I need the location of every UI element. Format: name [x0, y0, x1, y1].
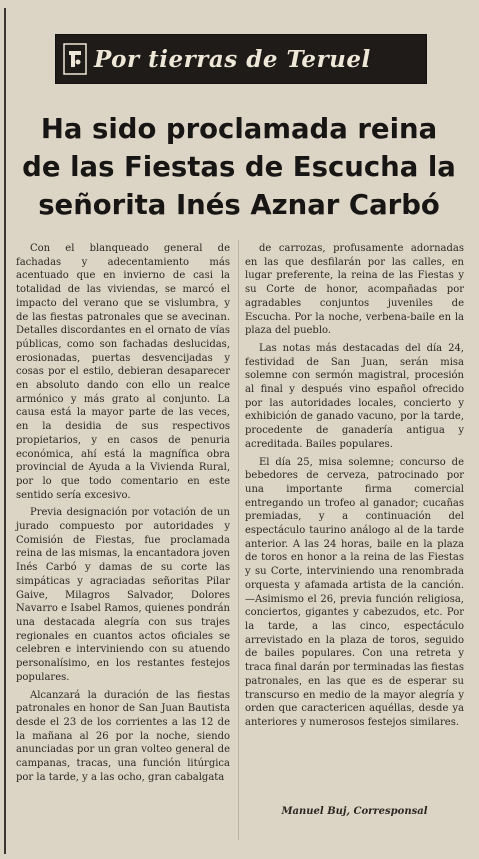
article-headline: [8, 110, 470, 224]
headline-line-1: Ha sido proclamada reina: [40, 113, 438, 145]
column-rule: [4, 8, 6, 854]
headline-line-3: señorita Inés Aznar Carbó: [38, 189, 440, 221]
headline-line-2: de las Fiestas de Escucha la: [22, 151, 456, 183]
paragraph: de carrozas, profusamente adornadas en las que desfilarán por las calles, en lugar preferente, la reina de las Fiestas y su Corte de honor, acompañadas por agradables conjuntos juveniles de Escucha. Por la noche, verbena-baile en la plaza del pueblo.: [245, 243, 464, 337]
section-title: Por tierras de Teruel: [94, 45, 371, 73]
section-header-banner: [55, 34, 427, 84]
paragraph: Alcanzará la duración de las fiestas patronales en honor de San Juan Bautista desde el 23 de los corrientes a las 12 de la mañana al 26 por la noche, siendo anunciadas por un gran volteo general de campanas, tracas, una función litúrgica por la tarde, y a las ocho, gran cabalgata: [16, 689, 230, 783]
paragraph: Las notas más destacadas del día 24, festividad de San Juan, serán misa solemne con sermón magistral, procesión al final y después vino español ofrecido por las autoridades locales, concierto y exhibición de ganado vacuno, por la tarde, procedente de ganadería antigua y acreditada. Bailes populares.: [245, 342, 464, 450]
article-column-right: [245, 242, 464, 734]
ornamental-emblem-icon: [62, 42, 88, 76]
paragraph: El día 25, misa solemne; concurso de bebedores de cerveza, patrocinado por una importante firma comercial entregando un trofeo al ganador; cucañas premiadas, y a continuación del espectáculo taurino análogo al de la tarde anterior. A las 24 horas, baile en la plaza de toros en honor a la reina de las Fiestas y su Corte, interviniendo una renombrada orquesta y afamada artista de la canción.—Asimismo el 26, previa función religiosa, conciertos, gigantes y cabezudos, etc. Por la tarde, a las cinco, espectáculo arrevistado en la plaza de toros, seguido de bailes populares. Con una retreta y traca final darán por terminadas las fiestas patronales, en las que es de esperar su transcurso en medio de la mayor alegría y orden que caractericen aquéllas, desde ya anteriores y numerosos festejos similares.: [245, 456, 464, 728]
byline-signature: Manuel Buj, Corresponsal: [281, 806, 428, 817]
column-divider: [238, 240, 239, 840]
article-column-left: [16, 242, 230, 788]
paragraph: Con el blanqueado general de fachadas y adecentamiento más acentuado que en invierno de casi la totalidad de las viviendas, se marcó el impacto del verano que se vislumbra, y de las fiestas patronales que se avecinan. Detalles discordantes en el ornato de vías públicas, como son fachadas deslucidas, erosionadas, puertas desvencijadas y cosas por el estilo, debieran desaparecer en absoluto dando con ello un realce armónico y más grato al conjunto. La causa está la mayor parte de las veces, en la desidia de sus respectivos propietarios, y en casos de penuria económica, ahí está la magnífica obra provincial de Ayuda a la Vivienda Rural, por lo que todo comentario en este sentido sería excesivo.: [16, 243, 230, 501]
paragraph: Previa designación por votación de un jurado compuesto por autoridades y Comisión de Fiestas, fue proclamada reina de las mismas, la encantadora joven Inés Carbó y damas de su corte las simpáticas y agraciadas señoritas Pilar Gaive, Milagros Salvador, Dolores Navarro e Isabel Ramos, quienes pondrán una destacada alegría con sus trajes regionales en cuantos actos oficiales se celebren e interviniendo con su atuendo personalísimo, en los restantes festejos populares.: [16, 507, 230, 683]
